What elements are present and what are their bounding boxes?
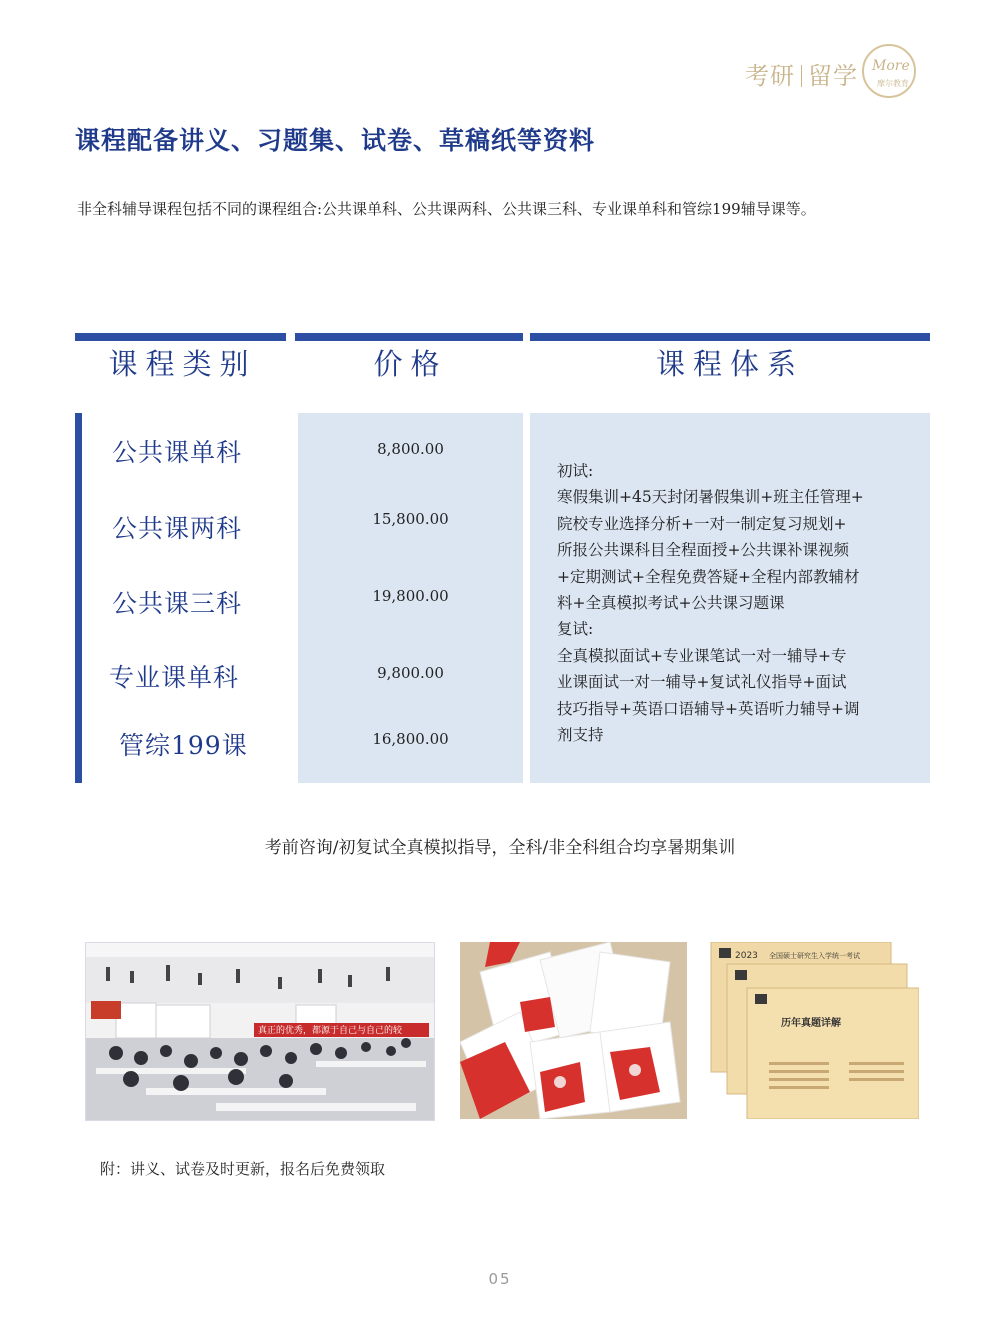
- price-cell: 19,800.00: [372, 587, 449, 605]
- page-title: 课程配备讲义、习题集、试卷、草稿纸等资料: [75, 126, 596, 155]
- header-category: 课程类别: [108, 347, 257, 381]
- system-line: 料+全真模拟考试+公共课习题课: [557, 594, 785, 613]
- logo-wordmark: 考研 留学: [745, 62, 858, 90]
- header-bar: [75, 333, 286, 341]
- system-line: 寒假集训+45天封闭暑假集训+班主任管理+: [557, 488, 864, 507]
- system-line: 业课面试一对一辅导+复试礼仪指导+面试: [557, 673, 847, 692]
- system-line: 所报公共课科目全程面授+公共课补课视频: [557, 541, 849, 560]
- system-line: 全真模拟面试+专业课笔试一对一辅导+专: [557, 646, 847, 665]
- books-title: 全国硕士研究生入学统一考试: [769, 952, 860, 960]
- course-system-text: [557, 458, 887, 748]
- intro-text: 非全科辅导课程包括不同的课程组合:公共课单科、公共课两科、公共课三科、专业课单科和管综199辅导课等。: [77, 200, 816, 218]
- system-line: 初试:: [557, 462, 594, 480]
- system-line: 院校专业选择分析+一对一制定复习规划+: [557, 514, 847, 533]
- page-number: 05: [488, 1270, 512, 1288]
- exam-books-photo: [709, 942, 919, 1119]
- books-subtitle: 历年真题详解: [781, 1018, 841, 1029]
- header-bar: [530, 333, 930, 341]
- system-line: 剂支持: [557, 726, 604, 745]
- footnote: 附：讲义、试卷及时更新，报名后免费领取: [100, 1160, 386, 1178]
- header-bar: [295, 333, 523, 341]
- category-cell: 公共课单科: [112, 438, 243, 467]
- system-line: 技巧指导+英语口语辅导+英语听力辅导+调: [557, 699, 860, 718]
- handouts-photo: [460, 942, 687, 1119]
- category-cell: 公共课三科: [112, 589, 243, 618]
- category-cell: 管综199课: [119, 731, 248, 760]
- logo-sub: 摩尔教育: [877, 79, 909, 88]
- price-cell: 8,800.00: [377, 440, 444, 458]
- header-price: 价格: [373, 347, 448, 381]
- logo-mark: More: [872, 58, 910, 74]
- system-line: +定期测试+全程免费答疑+全程内部教辅材: [557, 567, 860, 586]
- classroom-banner-text: 真正的优秀，都源于自己与自己的较: [258, 1026, 403, 1036]
- category-accent-bar: [75, 413, 82, 783]
- price-cell: 16,800.00: [372, 730, 449, 748]
- price-cell: 9,800.00: [377, 664, 444, 682]
- price-cell: 15,800.00: [372, 510, 449, 528]
- category-cell: 专业课单科: [109, 663, 240, 692]
- classroom-photo: [85, 942, 435, 1121]
- books-year: 2023: [735, 951, 758, 961]
- training-note: 考前咨询/初复试全真模拟指导，全科/非全科组合均享暑期集训: [264, 838, 736, 858]
- header-system: 课程体系: [655, 347, 804, 381]
- system-line: 复试:: [557, 620, 594, 639]
- category-cell: 公共课两科: [112, 514, 243, 543]
